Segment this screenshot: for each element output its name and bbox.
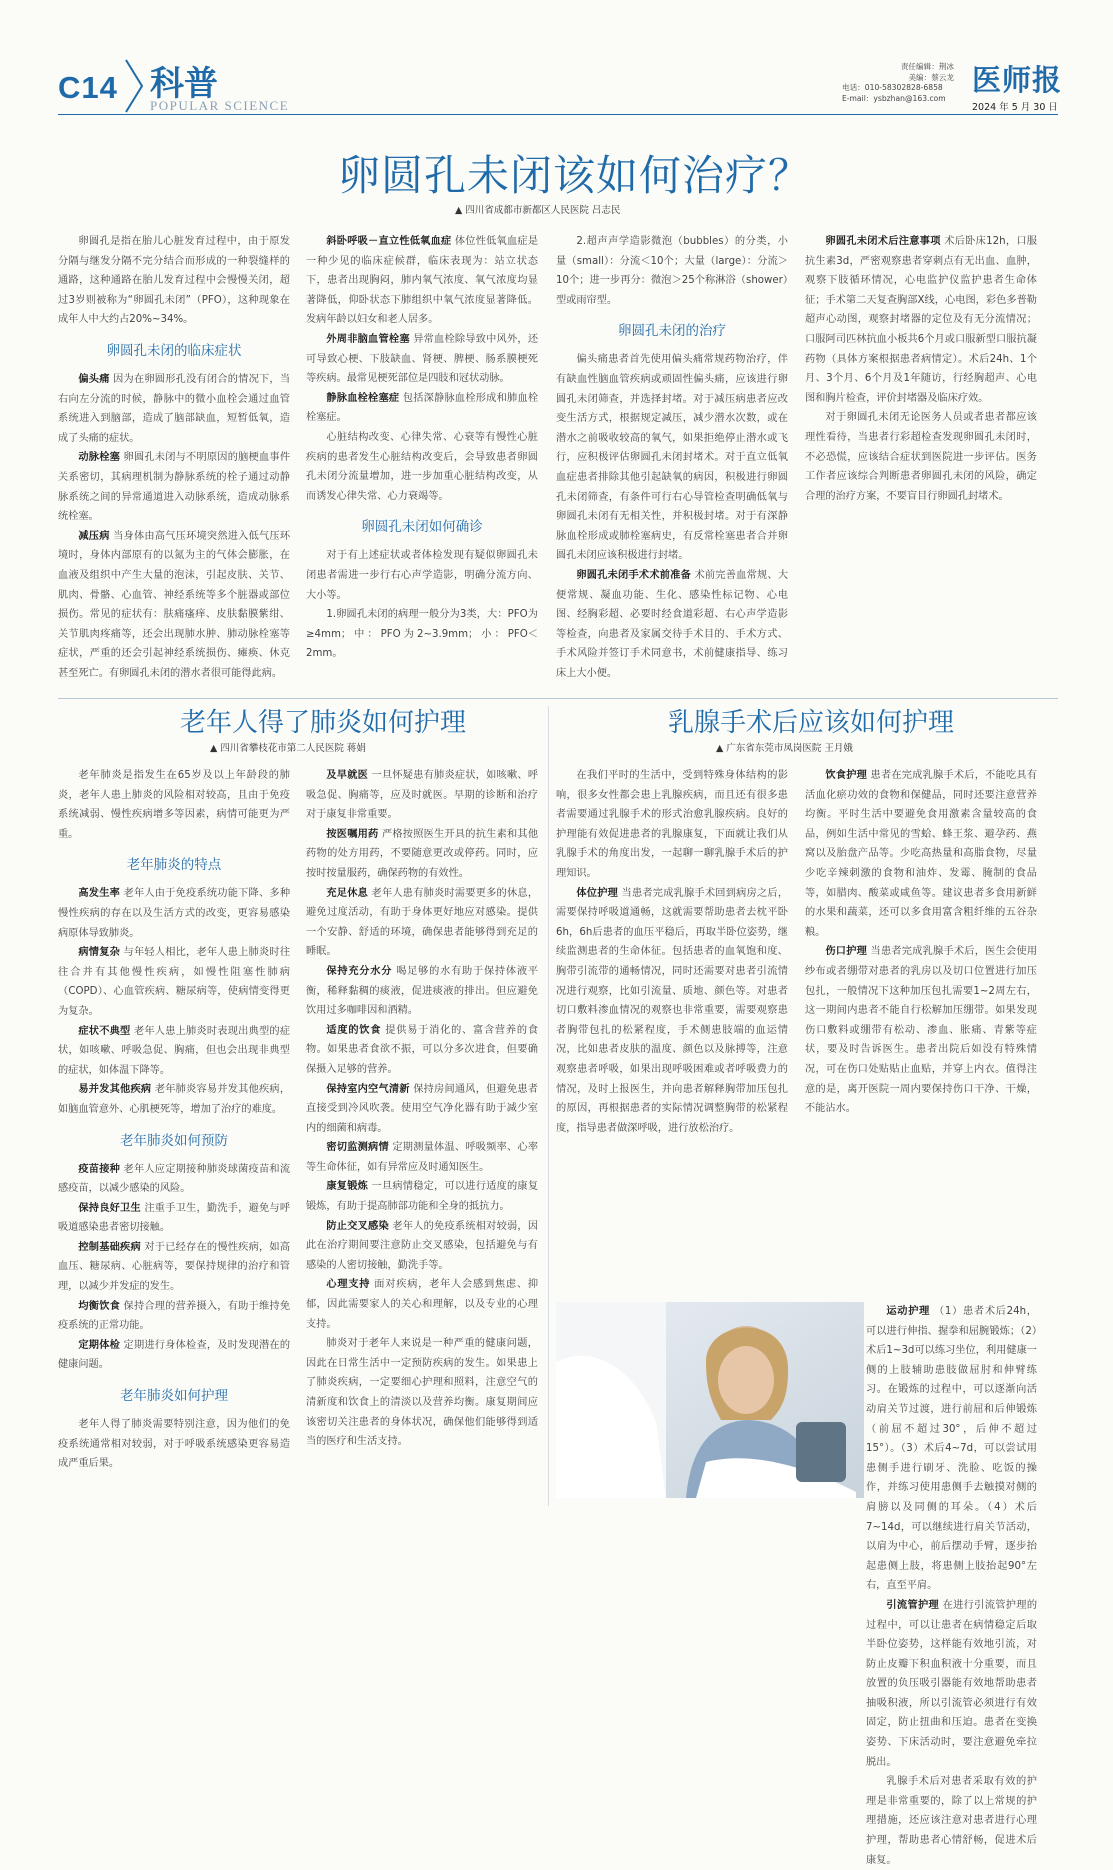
chevron-right-icon [122,58,146,114]
editor-info [842,62,954,104]
paragraph-text: （1）患者术后24h，可以进行伸指、握拳和屈腕锻炼；（2）术后1~3d可以练习坐位，利用健康一侧的上肢辅助患肢做屈肘和伸臂练习。在锻炼的过程中，可以逐渐向活动肩关节过渡，进行前屈和后伸锻炼（前屈不超过30°，后伸不超过15°）。（3）术后4~7d，可以尝试用患侧手进行刷牙、洗脸、吃饭的操作，并练习使用患侧手去触摸对侧的肩膀以及同侧的耳朵。（4）术后7~14d，可以继续进行肩关节活动，以肩为中心，前后摆动手臂，逐步抬起患侧上肢，将患侧上肢抬起90°左右，直至平肩。 [866,1306,1037,1592]
keyword: 静脉血栓栓塞症 [326,392,400,404]
keyword: 运动护理 [886,1306,931,1317]
paragraph [556,350,788,566]
section-heading: 卵圆孔未闭的临床症状 [106,342,242,359]
keyword: 均衡饮食 [78,1300,121,1312]
paragraph-text: 老年人患有肺炎时需要更多的休息，避免过度活动，有助于身体更好地应对感染。提供一个安静、舒适的环境，确保患者能够得到充足的睡眠。 [306,887,539,958]
section-divider [58,698,1058,699]
paragraph [306,825,538,884]
paragraph [866,1302,1037,1596]
article3-byline: ▲ 广东省东莞市凤岗医院 王月娥 [716,743,853,754]
paragraph-text: 当患者完成乳腺手术后，医生会使用纱布或者绷带对患者的乳房以及切口位置进行加压包扎，一般情况下这种加压包扎需要1~2周左右，这一期间内患者不能自行松解加压绷带。如果发现伤口敷料或绷带有松动、渗血、胀痛、青紫等症状，要及时告诉医生。患者出院后如没有特殊情况，可在伤口处贴贴止血贴，并穿上内衣。值得注意的是，离开医院一周内要保持伤口干净、干燥，不能沾水。 [805,946,1038,1115]
paragraph-text: 与年轻人相比，老年人患上肺炎时往往合并有其他慢性疾病，如慢性阻塞性肺病（COPD）、心血管疾病、糖尿病等，使病情变得更为复杂。 [58,947,291,1017]
paragraph [58,884,290,943]
article1-byline: ▲ 四川省成都市新都区人民医院 吕志民 [455,205,621,216]
paragraph [556,766,788,884]
keyword: 疫苗接种 [78,1163,121,1175]
paragraph-text: 喝足够的水有助于保持体液平衡，稀释黏稠的痰液，促进痰液的排出。但应避免饮用过多咖啡因和酒精。 [306,965,539,1017]
paragraph-text: 当患者完成乳腺手术回到病房之后，需要保持呼吸道通畅，这就需要帮助患者去枕平卧6h，6h后患者的血压平稳后，再取半卧位姿势，继续监测患者的生命体征。包括患者的血氧饱和度、胸带引流带的通畅情况，同时还需要对患者引流情况进行观察，比如引流量、质地、颜色等。对患者切口敷料渗血情况的观察也非常重要，需要观察患者胸带包扎的松紧程度，手术侧患肢端的血运情况，比如患者皮肤的温度、颜色以及脉搏等，注意观察患者呼吸，如果出现呼吸困难或者呼吸费力的情况，及时上报医生，并向患者解释胸带加压包扎的原因，再根据患者的实际情况调整胸带的松紧程度，指导患者做深呼吸，进行放松治疗。 [556,887,789,1134]
paragraph [58,766,290,844]
section-heading: 老年肺炎如何预防 [120,1132,228,1149]
paragraph-text: 一旦病情稳定，可以进行适度的康复锻炼，有助于提高肺部功能和全身的抵抗力。 [306,1181,539,1213]
paragraph-text: 肺炎对于老年人来说是一种严重的健康问题，因此在日常生活中一定预防疾病的发生。如果患上了肺炎疾病，一定要细心护理和照料，注意空气的清新度和饮食上的清淡以及营养均衡。康复期间应该密切关注患者的身体状况，确保他们能够得到适当的医疗和生活支持。 [306,1338,538,1448]
paragraph [58,1336,290,1375]
keyword: 保持充分水分 [326,965,393,977]
keyword: 及早就医 [326,770,369,781]
article2-column [306,766,538,1498]
paragraph-text: 卵圆孔是指在胎儿心脏发育过程中，由于原发分隔与继发分隔不完分结合而形成的一种裂缝样的通路，这种通路在胎儿发育过程中会慢慢关闭，超过3岁则被称为“卵圆孔未闭”（PFO），这种现象在成年人中大约占20%~34%。 [58,236,290,326]
section-heading: 卵圆孔未闭如何确诊 [361,519,483,536]
paragraph-text: 在进行引流管护理的过程中，可以让患者在病情稳定后取半卧位姿势，这样能有效地引流，对防止皮瓣下积血积液十分重要，而且放置的负压吸引器能有效地帮助患者抽吸积液，所以引流管必须进行有效固定，防止扭曲和压迫。患者在变换姿势、下床活动时，要注意避免牵拉脱出。 [866,1599,1038,1768]
email: E-mail：ysbzhan@163.com [842,93,946,103]
paragraph [58,1022,290,1081]
article1-column [805,232,1037,688]
paragraph-text: 面对疾病，老年人会感到焦虑、抑郁，因此需要家人的关心和理解，以及专业的心理支持。 [306,1279,539,1330]
newspaper-logo: 医师报 [972,63,1063,97]
article3-column [866,1302,1038,1866]
paragraph-text: 对于有上述症状或者体检发现有疑似卵圆孔未闭患者需进一步行右心声学造影，明确分流方向、大小等。 [306,550,538,601]
keyword: 保持良好卫生 [78,1202,141,1214]
paragraph [306,1177,538,1216]
article2-column [58,766,290,1498]
paragraph [805,408,1037,506]
article1-column [58,232,290,688]
paragraph [58,1238,290,1297]
section-subtitle: POPULAR SCIENCE [150,98,290,113]
paragraph-text: 乳腺手术后对患者采取有效的护理是非常重要的，除了以上常规的护理措施，还应该注意对患者进行心理护理，帮助患者心情舒畅，促进术后康复。 [866,1776,1037,1866]
keyword: 症状不典型 [78,1025,131,1037]
keyword: 易并发其他疾病 [78,1084,152,1096]
paragraph [306,546,538,605]
paragraph [58,527,290,684]
article3-title: 乳腺手术后应该如何护理 [668,708,955,738]
paragraph-text: 心脏结构改变、心律失常、心衰等有慢性心脏疾病的患者发生心脏结构改变后，会导致患者卵圆孔未闭分流量增加，进一步加重心脏结构改变，从而诱发心律失常、心力衰竭等。 [306,431,538,502]
paragraph [306,1138,538,1177]
paragraph [306,1021,538,1080]
keyword: 控制基础疾病 [78,1241,141,1253]
keyword: 卵圆孔未闭术后注意事项 [825,236,941,247]
patient-photo [556,1302,864,1498]
paragraph [805,232,1037,408]
paragraph-text: 包括深静脉血栓形成和肺血栓栓塞症。 [306,392,539,424]
paragraph [306,605,538,664]
paragraph-text: 术前完善血常规、大便常规、凝血功能、生化、感染性标记物、心电图、经胸彩超、必要时经食道彩超、右心声学造影等检查，向患者及家属交待手术目的、手术方式、手术风险并签订手术同意书，术前健康指导、练习床上大小便。 [556,569,789,679]
keyword: 病情复杂 [78,947,121,959]
article2-title: 老年人得了肺炎如何护理 [180,708,467,738]
keyword: 动脉栓塞 [78,452,121,464]
paragraph-text: 1.卵圆孔未闭的病理一般分为3类，大：PFO为≥4mm；中：PFO为2~3.9mm；小：PFO＜2mm。 [306,609,538,660]
section-title: 科普 [150,64,218,104]
page-number: C14 [58,70,118,105]
phone: 电话：010-58302828-6858 [842,83,943,92]
paragraph-text: 老年人由于免疫系统功能下降、多种慢性疾病的存在以及生活方式的改变，更容易感染病原体导致肺炎。 [58,888,291,939]
paragraph [58,1415,290,1474]
paragraph-text: 定期进行身体检查，及时发现潜在的健康问题。 [58,1339,291,1371]
paragraph [306,330,538,389]
paragraph-text: 2.超声声学造影微泡（bubbles）的分类，小量（small）：分流＜10个；大量（large）：分流＞10个；进一步再分：微泡＞25个称淋浴（shower）型或雨帘型。 [556,236,788,306]
keyword: 引流管护理 [886,1599,940,1611]
header-divider [58,114,1058,115]
issue-date: 2024 年 5 月 30 日 [972,102,1058,113]
paragraph [306,232,538,330]
paragraph-text: 术后卧床12h，口服抗生素3d，严密观察患者穿刺点有无出血、血肿，观察下肢循环情况，心电监护仪监护患者生命体征；手术第二天复查胸部X线，心电图，彩色多普勒超声心动图，观察封堵器的定位及有无分流情况；口服阿司匹林抗血小板共6个月或口服新型口服抗凝药物（具体方案根据患者病情定）。术后24h、1个月、3个月、6个月及1年随访，行经胸超声、心电图和胸片检查，评价封堵器及临床疗效。 [805,236,1037,404]
paragraph [58,1297,290,1336]
paragraph [866,1596,1037,1772]
paragraph-text: 老年人得了肺炎需要特别注意，因为他们的免疫系统通常相对较弱，对于呼吸系统感染更容易造成严重后果。 [58,1419,290,1470]
paragraph [58,1080,290,1119]
paragraph [306,1334,538,1452]
keyword: 心理支持 [326,1279,371,1291]
article1-column [306,232,538,688]
paragraph-text: 老年肺炎是指发生在65岁及以上年龄段的肺炎，老年人患上肺炎的风险相对较高，且由于免疫系统减弱、慢性疾病增多等因素，病情可能更为严重。 [58,770,290,840]
keyword: 伤口护理 [825,946,868,958]
keyword: 康复锻炼 [326,1181,369,1193]
keyword: 按医嘱用药 [326,828,379,840]
keyword: 偏头痛 [78,373,110,385]
paragraph-text: 因为在卵圆形孔没有闭合的情况下，当右向左分流的时候，静脉中的微小血栓会通过血管系统进入到脑部，造成了脑部缺血，短暂低氧，造成了头痛的症状。 [58,373,291,444]
paragraph [58,1199,290,1238]
keyword: 保持室内空气清新 [326,1083,410,1095]
paragraph [306,1275,538,1334]
paragraph [556,232,788,310]
keyword: 高发生率 [78,888,121,900]
paragraph [58,1160,290,1199]
keyword: 充足休息 [326,887,369,899]
paragraph [306,428,538,506]
paragraph-text: 定期测量体温、呼吸频率、心率等生命体征，如有异常应及时通知医生。 [306,1142,539,1173]
paragraph [306,389,538,428]
column-divider [548,706,549,1506]
paragraph [556,884,788,1139]
paragraph [58,943,290,1021]
paragraph-text: 严格按照医生开具的抗生素和其他药物的处方用药，不要随意更改或停药。同时，应按时按量服药，确保药物的有效性。 [306,828,539,879]
paragraph-text: 异常血栓除导致中风外，还可导致心梗、下肢缺血、肾梗、脾梗、肠系膜梗死等疾病。最常见梗死部位是四肢和冠状动脉。 [306,333,539,385]
paragraph-text: 老年人患上肺炎时表现出典型的症状，如咳嗽、呼吸急促、胸痛，但也会出现非典型的症状，如体温下降等。 [58,1025,291,1076]
keyword: 外周非脑血管栓塞 [326,333,410,345]
paragraph-text: 偏头痛患者首先使用偏头痛常规药物治疗，伴有缺血性脑血管疾病或顽固性偏头痛，应该进行卵圆孔未闭筛查，并选择封堵。对于减压病患者应改变生活方式，根据规定减压，减少潜水次数，或在潜水之前吸收较高的氧气，如果拒绝停止潜水或飞行，应积极评估卵圆孔未闭封堵术。对于直立低氧血症患者排除其他引起缺氧的病因，积极进行卵圆孔未闭筛查，有条件可行右心导管检查明确低氧与卵圆孔未闭有无相关性，并积极封堵。对于有深静脉血栓形成或肺栓塞病史，有反常栓塞患者合并卵圆孔未闭应该积极进行封堵。 [556,354,788,562]
keyword: 卵圆孔未闭手术术前准备 [576,569,691,581]
keyword: 斜卧呼吸－直立性低氧血症 [326,236,452,247]
paragraph-text: 老年人的免疫系统相对较弱，因此在治疗期间要注意防止交叉感染，包括避免与有感染的人密切接触，勤洗手等。 [306,1220,539,1271]
paragraph-text: 老年人应定期接种肺炎球菌疫苗和流感疫苗，以减少感染的风险。 [58,1163,291,1195]
article2-byline: ▲ 四川省攀枝花市第二人民医院 蒋娟 [210,743,366,754]
paragraph [58,232,290,330]
paragraph [866,1772,1037,1870]
paragraph-text: 患者在完成乳腺手术后，不能吃具有活血化瘀功效的食物和保健品，同时还要注意营养均衡。平时生活中要避免食用激素含量较高的食品，例如生活中常见的雪蛤、蜂王浆、避孕药、燕窝以及胎盘产品等。少吃高热量和高脂食物，尽量少吃辛辣刺激的食物和油炸、发霉、腌制的食品等，如腊肉、酸菜或咸鱼等。建议患者多食用新鲜的水果和蔬菜，还可以多食用富含粗纤维的五谷杂粮。 [805,770,1038,938]
editor: 责任编辑：荆冰 [900,62,954,71]
keyword: 饮食护理 [825,770,868,781]
keyword: 体位护理 [576,887,619,899]
keyword: 防止交叉感染 [326,1220,389,1232]
paragraph [58,448,290,526]
paragraph-text: 老年肺炎容易并发其他疾病，如脑血管意外、心肌梗死等，增加了治疗的难度。 [58,1084,291,1115]
keyword: 密切监测病情 [326,1142,389,1154]
keyword: 定期体检 [78,1339,121,1351]
keyword: 适度的饮食 [326,1024,382,1036]
article3-column [556,766,788,1300]
paragraph [306,1080,538,1139]
paragraph-text: 当身体由高气压环境突然进入低气压环境时，身体内部原有的以氮为主的气体会膨胀，在血液及组织中产生大量的泡沫，引起皮肤、关节、肌肉、骨骼、心血管、神经系统等多个脏器或部位损伤。常见的症状有：肤痛瘙痒、皮肤黏膜紫绀、关节肌肉疼痛等，还会出现肺水肿、肺动脉栓塞等症状，严重的还会引起神经系统损伤、瘫痪、休克甚至死亡。有卵圆孔未闭的潜水者很可能得此病。 [58,530,291,679]
paragraph [306,766,538,825]
designer: 美编：蔡云龙 [908,72,954,82]
paragraph-text: 注重手卫生，勤洗手，避免与呼吸道感染患者密切接触。 [58,1202,291,1234]
paragraph [306,1217,538,1276]
article1-title: 卵圆孔未闭该如何治疗？ [338,151,812,200]
paragraph-text: 在我们平时的生活中，受到特殊身体结构的影响，很多女性都会患上乳腺疾病，而且还有很多患者需要通过乳腺手术的形式治愈乳腺疾病。良好的护理能有效促进患者的乳腺康复，下面就让我们从乳腺手术的角度出发，一起聊一聊乳腺手术后的护理知识。 [556,770,788,879]
paragraph-text: 保持合理的营养摄入，有助于维持免疫系统的正常功能。 [58,1300,291,1332]
keyword: 减压病 [78,530,110,542]
article1-column [556,232,788,688]
paragraph-text: 对于卵圆孔未闭无论医务人员或者患者都应该理性看待，当患者行彩超检查发现卵圆孔未闭时，不必恐慌，应该结合症状到医院进一步评估。医务工作者应该综合判断患者卵圆孔未闭的风险，确定合理的治疗方案，不要盲目行卵圆孔封堵术。 [805,412,1037,502]
paragraph [306,884,538,962]
section-heading: 卵圆孔未闭的治疗 [618,323,726,340]
paragraph [805,766,1037,942]
paragraph [805,942,1037,1118]
section-heading: 老年肺炎的特点 [126,857,222,874]
paragraph-text: 对于已经存在的慢性疾病，如高血压、糖尿病、心脏病等，要保持规律的治疗和管理，以减少并发症的发生。 [58,1241,291,1293]
paragraph-text: 体位性低氧血症是一种少见的临床症候群，临床表现为：站立状态下，患者出现胸闷，肺内氧气浓度、氧气浓度均显著降低，仰卧状态下肺组织中氧气浓度显著降低。发病年龄以妇女和老人居多。 [306,236,539,326]
paragraph [306,962,538,1021]
paragraph-text: 一旦怀疑患有肺炎症状，如咳嗽、呼吸急促、胸痛等，应及时就医。早期的诊断和治疗对于康复非常重要。 [306,770,539,821]
paragraph [58,370,290,448]
article3-column [805,766,1037,1300]
section-heading: 老年肺炎如何护理 [120,1388,228,1405]
paragraph [556,566,788,684]
paragraph-text: 卵圆孔未闭与不明原因的脑梗血事件关系密切，其病理机制为静脉系统的栓子通过动静脉系统之间的异常通道进入动脉系统，造成动脉系统栓塞。 [58,452,291,523]
paragraph-text: 保持房间通风，但避免患者直接受到冷风吹袭。使用空气净化器有助于减少室内的细菌和病毒。 [306,1083,539,1134]
paragraph-text: 提供易于消化的、富含营养的食物。如果患者食欲不振，可以分多次进食，但要确保摄入足够的营养。 [306,1024,539,1075]
